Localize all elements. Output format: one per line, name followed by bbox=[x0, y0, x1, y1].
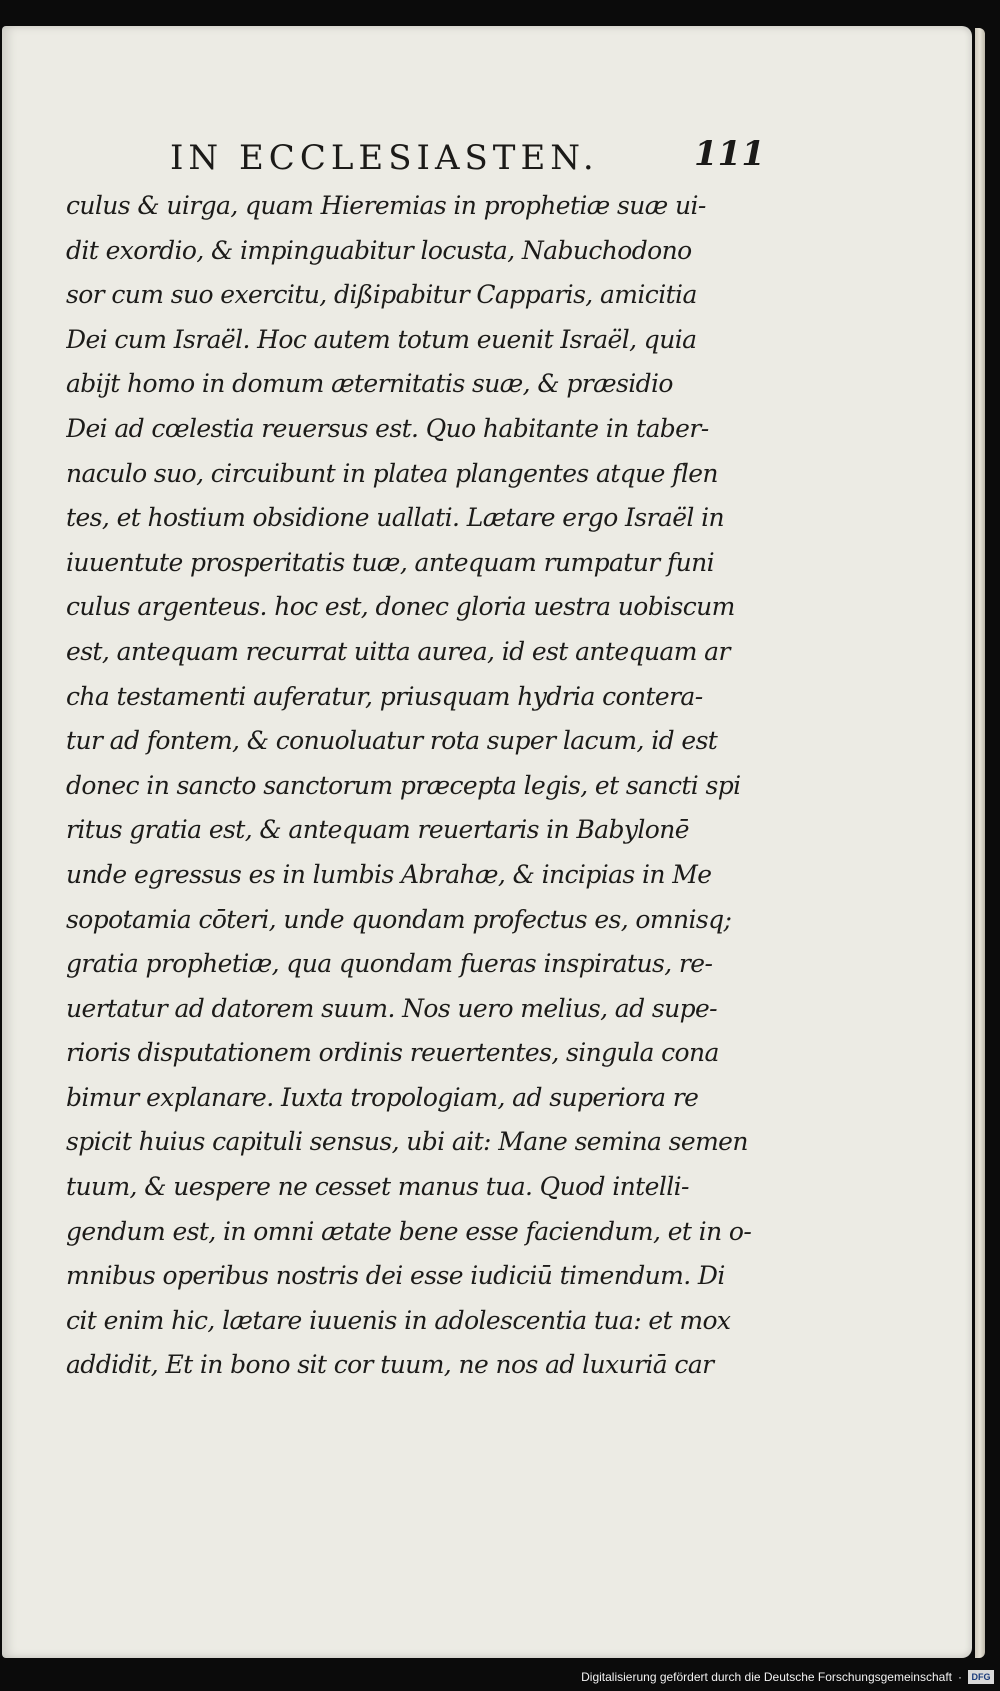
text-line: Dei cum Israël. Hoc autem totum euenit Israël, quia bbox=[66, 324, 697, 354]
credit-text: Digitalisierung gefördert durch die Deutsche Forschungsgemeinschaft bbox=[581, 1670, 952, 1684]
dfg-logo-icon: DFG bbox=[968, 1670, 994, 1684]
text-line: cit enim hic, lætare iuuenis in adolescentia tua: et mox bbox=[66, 1305, 731, 1335]
text-block bbox=[66, 184, 766, 1388]
text-line: est, antequam recurrat uitta aurea, id est antequam ar bbox=[66, 636, 730, 666]
text-line: culus & uirga, quam Hieremias in prophetiæ suæ ui- bbox=[66, 191, 706, 220]
text-line: tuum, & uespere ne cesset manus tua. Quod intelli- bbox=[66, 1172, 689, 1202]
credit-separator: · bbox=[958, 1670, 962, 1684]
book-page bbox=[2, 26, 972, 1658]
text-line: bimur explanare. Iuxta tropologiam, ad superiora re bbox=[66, 1082, 699, 1112]
text-line: tes, et hostium obsidione uallati. Lætare ergo Israël in bbox=[66, 503, 725, 533]
text-line: tur ad fontem, & conuoluatur rota super lacum, id est bbox=[66, 726, 718, 756]
text-line: abijt homo in domum æternitatis suæ, & præsidio bbox=[66, 369, 673, 399]
text-line: spicit huius capituli sensus, ubi ait: Mane semina semen bbox=[66, 1127, 748, 1157]
text-line: donec in sancto sanctorum præcepta legis, et sancti spi bbox=[66, 770, 741, 800]
text-line: sopotamia cōteri, unde quondam profectus es, omnisq; bbox=[66, 904, 732, 934]
digitization-credit bbox=[581, 1665, 994, 1689]
running-head: IN ECCLESIASTEN. bbox=[170, 138, 599, 178]
text-line: iuuentute prosperitatis tuæ, antequam rumpatur funi bbox=[66, 547, 714, 577]
text-line: ritus gratia est, & antequam reuertaris in Babylonē bbox=[66, 815, 689, 845]
text-line: culus argenteus. hoc est, donec gloria uestra uobiscum bbox=[66, 592, 735, 622]
text-line: rioris disputationem ordinis reuertentes, singula cona bbox=[66, 1038, 719, 1068]
text-line: gratia prophetiæ, qua quondam fueras inspiratus, re- bbox=[66, 949, 713, 979]
text-line: gendum est, in omni ætate bene esse faciendum, et in o- bbox=[66, 1216, 752, 1246]
text-line: naculo suo, circuibunt in platea plangentes atque flen bbox=[66, 458, 718, 488]
page-edge bbox=[975, 28, 985, 1658]
text-line: sor cum suo exercitu, dißipabitur Capparis, amicitia bbox=[66, 280, 697, 310]
text-line: Dei ad cœlestia reuersus est. Quo habitante in taber- bbox=[66, 413, 709, 443]
page-number: 111 bbox=[694, 134, 765, 174]
text-line: cha testamenti auferatur, priusquam hydria contera- bbox=[66, 681, 703, 711]
text-line: unde egressus es in lumbis Abrahæ, & incipias in Me bbox=[66, 859, 712, 889]
text-line: mnibus operibus nostris dei esse iudiciū timendum. Di bbox=[66, 1261, 725, 1291]
text-line: uertatur ad datorem suum. Nos uero melius, ad supe- bbox=[66, 993, 718, 1023]
text-line: addidit, Et in bono sit cor tuum, ne nos ad luxuriā car bbox=[66, 1350, 714, 1380]
text-line: dit exordio, & impinguabitur locusta, Nabuchodono bbox=[66, 235, 692, 265]
